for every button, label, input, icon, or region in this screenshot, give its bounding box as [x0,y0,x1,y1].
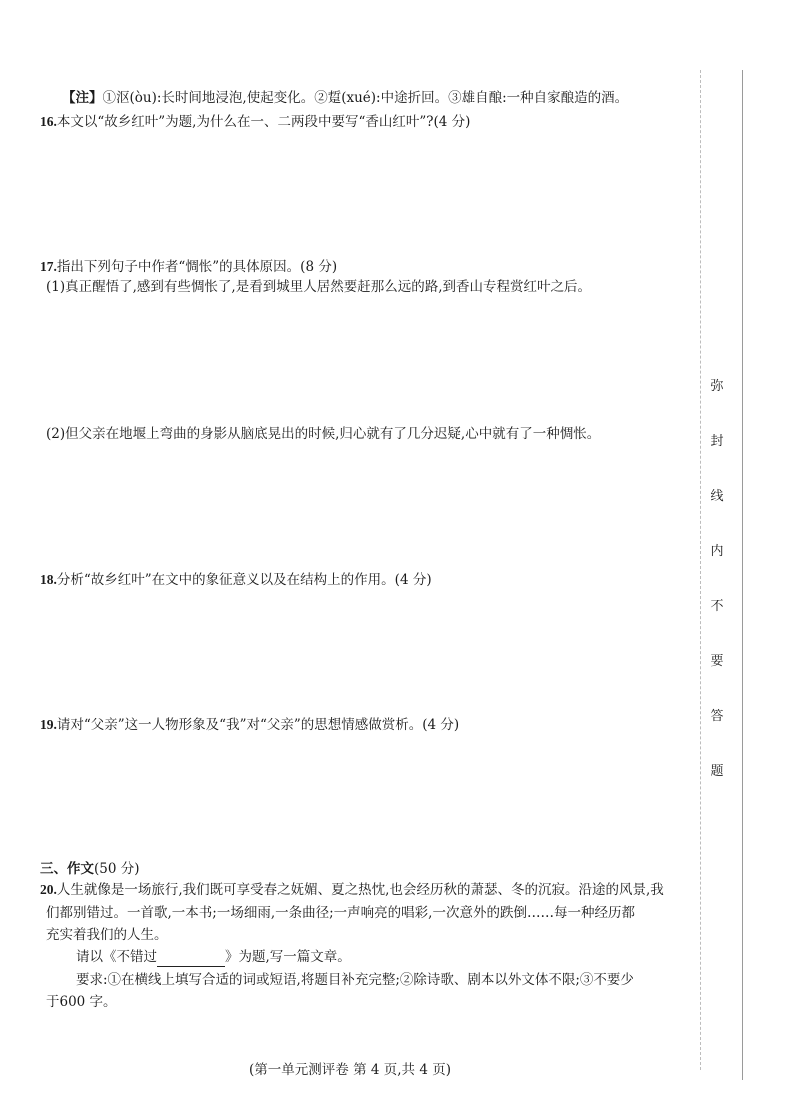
seal-char: 弥 [710,379,724,394]
prompt-prefix: 请以《不错过 [76,949,157,965]
seal-border-line [742,70,743,1080]
question-19 [40,715,459,735]
essay-requirement-1: 要求:①在横线上填写合适的词或短语,将题目补充完整;②除诗歌、剧本以外文体不限;③不要少 [76,972,634,988]
question-17-sub-2: (2)但父亲在地堰上弯曲的身影从脑底晃出的时候,归心就有了几分迟疑,心中就有了一种惆怅。 [46,426,601,442]
section-heading [40,859,140,879]
section-label: 三、作文 [40,861,94,877]
question-number: 17. [40,259,57,274]
seal-char: 题 [710,764,724,779]
seal-char: 线 [710,489,724,504]
essay-requirement-2: 于600 字。 [46,994,117,1010]
seal-char: 封 [710,434,724,449]
essay-prompt [76,947,351,967]
page-footer: (第一单元测评卷 第 4 页,共 4 页) [249,1062,451,1078]
section-score: (50 分) [94,861,140,877]
question-20-line-3: 充实着我们的人生。 [46,927,168,943]
note-text: ①沤(òu):长时间地浸泡,使起变化。②踅(xué):中途折回。③雄自酿:一种自家酿造的酒。 [102,90,629,106]
question-18 [40,570,432,590]
question-text: 人生就像是一场旅行,我们既可享受春之妩媚、夏之热忱,也会经历秋的萧瑟、冬的沉寂。沿途的风景,我 [56,882,664,898]
title-blank [157,952,225,967]
seal-char: 内 [710,544,724,559]
question-number: 19. [40,717,57,732]
question-number: 16. [40,114,57,129]
seal-char: 要 [710,654,724,669]
question-16 [40,112,470,132]
question-text: 请对“父亲”这一人物形象及“我”对“父亲”的思想情感做赏析。(4 分) [56,717,460,733]
question-text: 分析“故乡红叶”在文中的象征意义以及在结构上的作用。(4 分) [56,572,432,588]
question-number: 18. [40,572,57,587]
seal-char: 不 [710,599,724,614]
annotation-note [62,88,628,108]
question-17-sub-1: (1)真正醒悟了,感到有些惆怅了,是看到城里人居然要赶那么远的路,到香山专程赏红叶之后。 [46,279,591,295]
question-text: 指出下列句子中作者“惆怅”的具体原因。(8 分) [56,259,338,275]
question-20 [40,880,664,900]
question-20-line-2: 们都别错过。一首歌,一本书;一场细雨,一条曲径;一声响亮的唱彩,一次意外的跌倒……每一种经历都 [46,905,635,921]
seal-dashed-line [700,70,701,1070]
question-text: 本文以“故乡红叶”为题,为什么在一、二两段中要写“香山红叶”?(4 分) [56,114,471,130]
question-17 [40,257,337,277]
question-number: 20. [40,882,57,897]
seal-char: 答 [710,709,724,724]
prompt-suffix: 》为题,写一篇文章。 [225,949,351,965]
note-tag: 【注】 [62,90,103,106]
